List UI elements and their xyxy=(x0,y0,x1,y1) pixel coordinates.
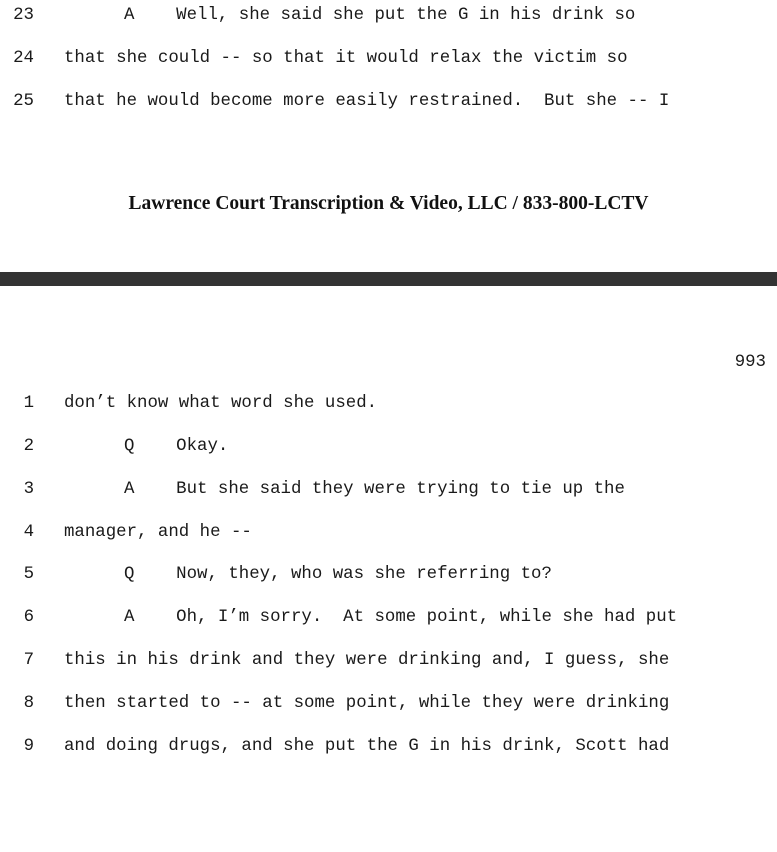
line-number: 7 xyxy=(23,651,34,670)
line-number: 1 xyxy=(23,394,34,413)
line-number: 6 xyxy=(23,608,34,627)
transcript-line-6 xyxy=(0,603,777,633)
transcript-page-current xyxy=(0,286,777,765)
transcript-line-4 xyxy=(0,518,777,548)
transcript-line-9 xyxy=(0,732,777,762)
line-text: don’t know what word she used. xyxy=(64,394,378,413)
line-text: Q Okay. xyxy=(124,437,229,456)
transcript-line-8 xyxy=(0,689,777,719)
transcript-line-2 xyxy=(0,432,777,462)
transcript-page-previous xyxy=(0,0,777,272)
transcript-line-23 xyxy=(0,1,777,31)
transcript-line-3 xyxy=(0,475,777,505)
line-text: Q Now, they, who was she referring to? xyxy=(124,565,552,584)
line-text: A But she said they were trying to tie up the xyxy=(124,480,625,499)
line-text: that she could -- so that it would relax the victim so xyxy=(64,49,628,68)
line-text: A Oh, I’m sorry. At some point, while she had put xyxy=(124,608,678,627)
page-separator xyxy=(0,272,777,286)
page-number: 993 xyxy=(734,353,766,372)
line-text: this in his drink and they were drinking and, I guess, she xyxy=(64,651,670,670)
line-number: 4 xyxy=(23,523,34,542)
transcript-line-1 xyxy=(0,389,777,419)
line-text: A Well, she said she put the G in his drink so xyxy=(124,6,636,25)
page-footer: Lawrence Court Transcription & Video, LLC / 833-800-LCTV xyxy=(128,193,649,214)
transcript-line-25 xyxy=(0,87,777,117)
line-number: 8 xyxy=(23,694,34,713)
line-text: that he would become more easily restrained. But she -- I xyxy=(64,92,670,111)
line-text: manager, and he -- xyxy=(64,523,252,542)
line-number: 23 xyxy=(13,6,34,25)
line-number: 25 xyxy=(13,92,34,111)
line-number: 24 xyxy=(13,49,34,68)
line-number: 9 xyxy=(23,737,34,756)
transcript-line-7 xyxy=(0,646,777,676)
line-number: 5 xyxy=(23,565,34,584)
transcript-line-24 xyxy=(0,44,777,74)
line-number: 2 xyxy=(23,437,34,456)
transcript-line-5 xyxy=(0,560,777,590)
line-number: 3 xyxy=(23,480,34,499)
line-text: and doing drugs, and she put the G in his drink, Scott had xyxy=(64,737,670,756)
line-text: then started to -- at some point, while they were drinking xyxy=(64,694,670,713)
